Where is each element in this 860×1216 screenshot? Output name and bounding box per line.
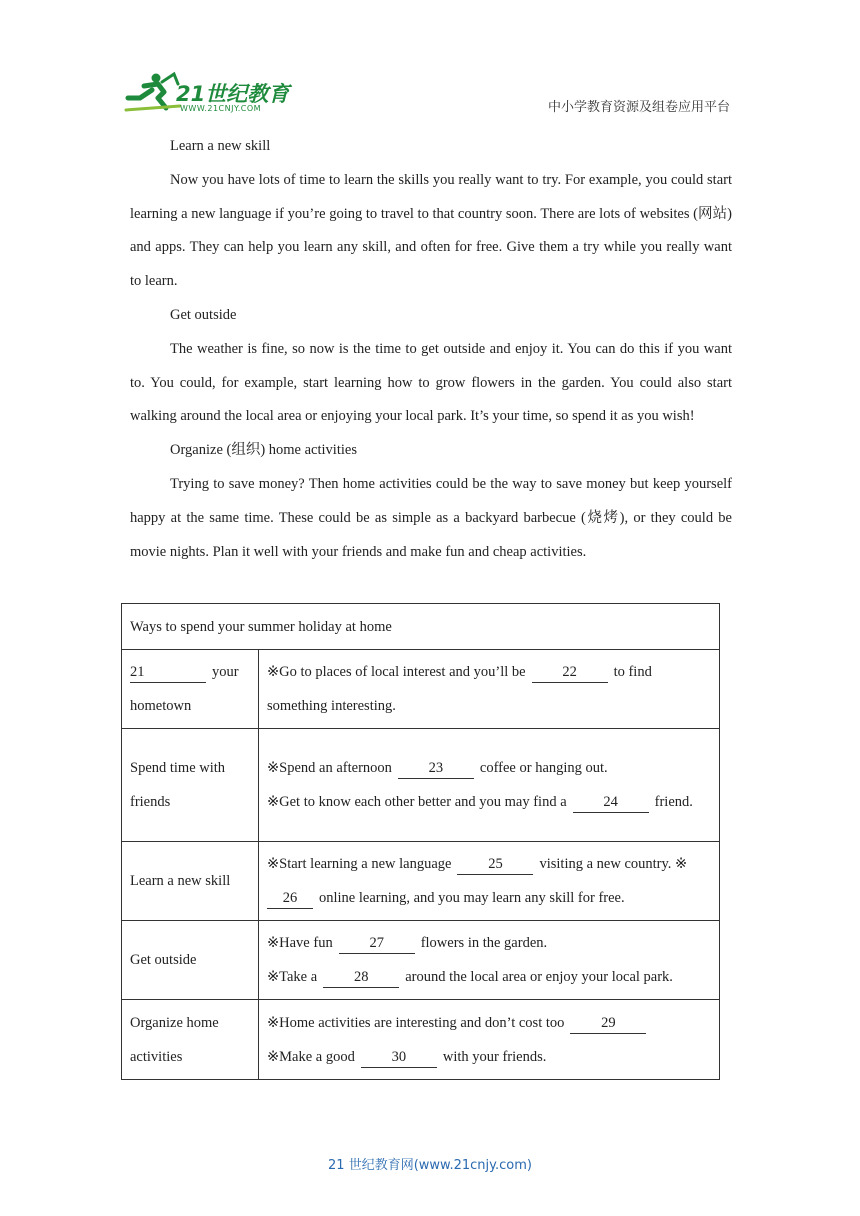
line-text-before: ※Spend an afternoon bbox=[267, 760, 392, 776]
answer-blank[interactable]: 28 bbox=[323, 967, 399, 988]
answer-blank[interactable]: 30 bbox=[361, 1047, 437, 1068]
line-text-before: ※Make a good bbox=[267, 1048, 355, 1065]
line-text-after: online learning, and you may learn any skill for free. bbox=[319, 890, 625, 906]
line-text-before: ※Start learning a new language bbox=[267, 856, 452, 872]
table-row bbox=[122, 921, 720, 1000]
row-label bbox=[122, 921, 259, 1000]
passage-paragraph: The weather is fine, so now is the time to get outside and enjoy it. You can do this if you want to. You could, for example, start learning how to grow flowers in the garden. You could also start walking around the local area or enjoying your local park. It’s your time, so spend it as you wish! bbox=[130, 340, 732, 425]
footer-site-link[interactable]: 21 世纪教育网(www.21cnjy.com) bbox=[328, 1158, 532, 1173]
section-heading: Organize (组织) home activities bbox=[170, 442, 357, 459]
answer-blank[interactable]: 23 bbox=[398, 758, 474, 779]
passage-paragraph: Now you have lots of time to learn the skills you really want to try. For example, you could start learning a new language if you’re going to travel to that country soon. There are lots of websites (网站) and apps. They can help you learn any skill, and often for free. Give them a try while you really want to learn. bbox=[130, 171, 732, 290]
line-text-before: ※Go to places of local interest and you’ll be bbox=[267, 664, 526, 680]
row-content bbox=[259, 842, 720, 921]
answer-blank[interactable]: 26 bbox=[267, 888, 313, 909]
logo-title: 21世纪教育 bbox=[176, 82, 290, 106]
row-label bbox=[122, 729, 259, 842]
table-row bbox=[122, 650, 720, 729]
line-text-after: flowers in the garden. bbox=[420, 935, 548, 951]
answer-blank[interactable]: 24 bbox=[573, 792, 649, 813]
row-label-text: Get outside bbox=[130, 952, 197, 968]
line-text-after: friend. bbox=[654, 794, 693, 810]
row-content bbox=[259, 729, 720, 842]
row-label bbox=[122, 1000, 259, 1080]
reading-passage bbox=[130, 130, 732, 569]
site-logo bbox=[122, 68, 292, 116]
row-label bbox=[122, 650, 259, 729]
content-line bbox=[267, 1006, 711, 1040]
line-text-after: coffee or hanging out. bbox=[479, 760, 608, 776]
row-label-text: your hometown bbox=[130, 664, 239, 714]
passage-paragraph: Trying to save money? Then home activities could be the way to save money but keep yourself happy at the same time. These could be as simple as a backyard barbecue (烧烤), or they could be movie nights. Plan it well with your friends and make fun and cheap activities. bbox=[130, 475, 732, 560]
row-content bbox=[259, 650, 720, 729]
content-line bbox=[267, 960, 711, 994]
line-text-after: to find something interesting. bbox=[267, 664, 652, 714]
answer-blank[interactable]: 22 bbox=[532, 662, 608, 683]
table-row bbox=[122, 729, 720, 842]
content-line bbox=[267, 881, 711, 915]
content-line bbox=[267, 926, 711, 960]
logo-url: WWW.21CNJY.COM bbox=[180, 104, 262, 113]
line-text-before: ※Have fun bbox=[267, 935, 333, 951]
line-text-before: ※Get to know each other better and you may find a bbox=[267, 794, 567, 810]
row-label-text: Learn a new skill bbox=[130, 873, 231, 889]
summary-table bbox=[121, 603, 720, 1080]
line-text-after: around the local area or enjoy your local park. bbox=[405, 969, 673, 985]
answer-blank[interactable]: 25 bbox=[457, 854, 533, 875]
line-text-before: ※Home activities are interesting and don’t cost too bbox=[267, 1014, 565, 1031]
row-label-text: Spend time with friends bbox=[130, 760, 226, 810]
line-text-after: with your friends. bbox=[442, 1048, 547, 1065]
section-heading: Get outside bbox=[170, 306, 237, 323]
row-content bbox=[259, 1000, 720, 1080]
platform-label: 中小学教育资源及组卷应用平台 bbox=[547, 100, 730, 115]
line-text-before: ※Take a bbox=[267, 969, 318, 985]
row-label bbox=[122, 842, 259, 921]
content-line bbox=[267, 751, 711, 785]
row-content bbox=[259, 921, 720, 1000]
table-title: Ways to spend your summer holiday at home bbox=[122, 604, 720, 650]
content-line bbox=[267, 847, 711, 881]
row-label-text: Organize home activities bbox=[130, 1014, 219, 1065]
answer-blank[interactable]: 29 bbox=[570, 1013, 646, 1034]
section-heading: Learn a new skill bbox=[170, 138, 271, 154]
content-line bbox=[267, 1040, 711, 1074]
content-line bbox=[267, 655, 711, 723]
table-row bbox=[122, 842, 720, 921]
answer-blank[interactable]: 21 bbox=[130, 662, 206, 683]
answer-blank[interactable]: 27 bbox=[339, 933, 415, 954]
content-line bbox=[267, 785, 711, 819]
line-text-after: visiting a new country. ※ bbox=[539, 856, 688, 872]
table-row bbox=[122, 1000, 720, 1080]
